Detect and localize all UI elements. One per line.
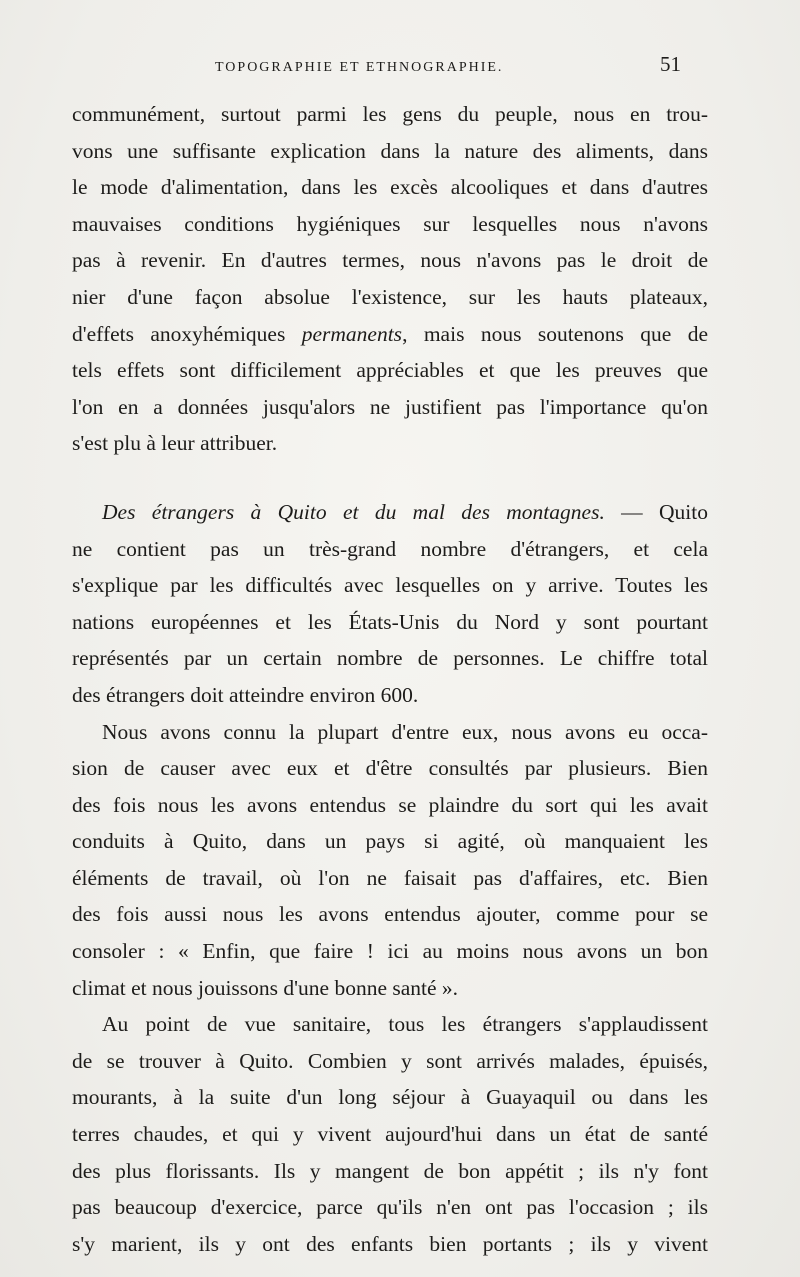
text-line: des fois aussi nous les avons entendus ajouter, comme pour se bbox=[72, 902, 708, 927]
text-line: l'on en a données jusqu'alors ne justifient pas l'importance qu'on bbox=[72, 394, 708, 419]
text-line: des plus florissants. Ils y mangent de bon appétit ; ils n'y font bbox=[72, 1158, 708, 1183]
text-line: de se trouver à Quito. Combien y sont arrivés malades, épuisés, bbox=[72, 1048, 708, 1073]
paragraph-4 bbox=[72, 1006, 708, 1262]
text-line: pas beaucoup d'exercice, parce qu'ils n'en ont pas l'occasion ; ils bbox=[72, 1195, 708, 1220]
text-line bbox=[72, 494, 708, 531]
text-line: climat et nous jouissons d'une bonne santé ». bbox=[72, 975, 459, 1000]
text-line bbox=[72, 316, 708, 353]
text-line: ne contient pas un très-grand nombre d'étrangers, et cela bbox=[72, 536, 708, 561]
paragraph-gap bbox=[72, 462, 708, 494]
text-line: terres chaudes, et qui y vivent aujourd'hui dans un état de santé bbox=[72, 1122, 708, 1147]
text-line: communément, surtout parmi les gens du peuple, nous en trou- bbox=[72, 102, 708, 126]
paragraph-3 bbox=[72, 714, 708, 1007]
text-fragment: — Quito bbox=[604, 499, 708, 524]
running-title: TOPOGRAPHIE ET ETHNOGRAPHIE. bbox=[215, 60, 504, 75]
paragraph-2 bbox=[72, 494, 708, 714]
running-head bbox=[0, 52, 800, 86]
text-line: Au point de vue sanitaire, tous les étrangers s'applaudissent bbox=[102, 1012, 708, 1037]
section-heading: Des étrangers à Quito et du mal des montagnes. bbox=[102, 499, 605, 524]
text-line: des fois nous les avons entendus se plaindre du sort qui les avait bbox=[72, 792, 708, 817]
text-line: pas à revenir. En d'autres termes, nous n'avons pas le droit de bbox=[72, 248, 708, 273]
italic-word: permanents bbox=[301, 321, 403, 346]
text-line: représentés par un certain nombre de personnes. Le chiffre total bbox=[72, 646, 708, 671]
paragraph-1 bbox=[72, 96, 708, 462]
text-line: mauvaises conditions hygiéniques sur lesquelles nous n'avons bbox=[72, 211, 708, 236]
text-line: vons une suffisante explication dans la nature des aliments, dans bbox=[72, 138, 708, 163]
text-line: sion de causer avec eux et d'être consultés par plusieurs. Bien bbox=[72, 756, 708, 781]
text-block bbox=[72, 96, 708, 1262]
text-line: le mode d'alimentation, dans les excès alcooliques et dans d'autres bbox=[72, 175, 708, 200]
text-fragment: d'effets anoxyhémiques bbox=[72, 321, 302, 346]
text-line: s'y marient, ils y ont des enfants bien portants ; ils y vivent bbox=[72, 1231, 708, 1256]
text-line: nier d'une façon absolue l'existence, sur les hauts plateaux, bbox=[72, 284, 708, 309]
text-line: s'est plu à leur attribuer. bbox=[72, 431, 278, 456]
text-line: s'explique par les difficultés avec lesquelles on y arrive. Toutes les bbox=[72, 573, 708, 598]
text-line: Nous avons connu la plupart d'entre eux, nous avons eu occa- bbox=[102, 719, 708, 744]
text-line: consoler : « Enfin, que faire ! ici au moins nous avons un bon bbox=[72, 939, 708, 964]
text-line: mourants, à la suite d'un long séjour à Guayaquil ou dans les bbox=[72, 1085, 708, 1110]
text-line: conduits à Quito, dans un pays si agité, où manquaient les bbox=[72, 829, 708, 854]
text-fragment: , mais nous soutenons que de bbox=[402, 321, 708, 346]
text-line: éléments de travail, où l'on ne faisait pas d'affaires, etc. Bien bbox=[72, 865, 708, 890]
text-line: tels effets sont difficilement appréciables et que les preuves que bbox=[72, 358, 708, 383]
text-line: des étrangers doit atteindre environ 600. bbox=[72, 682, 419, 707]
page-number: 51 bbox=[660, 52, 681, 76]
text-line: nations européennes et les États-Unis du Nord y sont pourtant bbox=[72, 609, 708, 634]
